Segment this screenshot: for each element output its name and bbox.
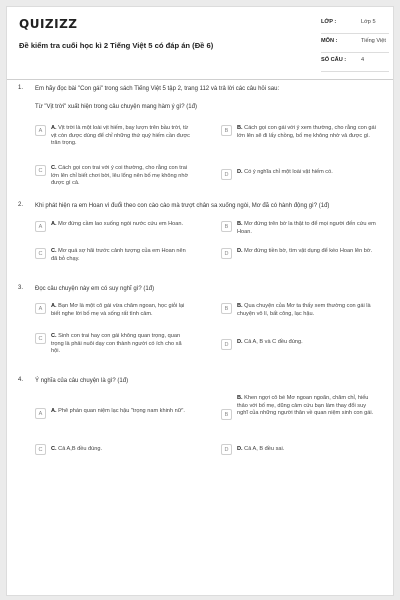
question-number: 3.	[18, 285, 24, 291]
worksheet-page	[6, 6, 394, 596]
option-key: D.	[237, 248, 243, 254]
meta-label: MÔN :	[321, 38, 338, 44]
option-letter-box: D	[221, 248, 232, 259]
option-key: A.	[51, 408, 57, 414]
quizizz-logo	[19, 17, 77, 31]
option-key: C.	[51, 333, 57, 339]
meta-divider	[321, 33, 389, 34]
option-letter-box: A	[35, 221, 46, 232]
option-text	[237, 221, 377, 236]
option-body: Mơ quá sợ hãi trước cảnh tượng của em Hoan nên đã bỏ chạy.	[51, 248, 186, 262]
option-letter-box: A	[35, 408, 46, 419]
option-letter-box: C	[35, 444, 46, 455]
option-text	[237, 395, 377, 418]
option-body: Vịt trời là một loài vịt hiếm, bay lượn trên bầu trời, từ vịt còn được dùng để chỉ những thứ quý hiếm cần được trân trọng.	[51, 125, 190, 147]
option-text	[51, 303, 191, 318]
option-letter-box: D	[221, 169, 232, 180]
option-body: Cách gọi con trai với ý coi thường, cho rằng con trai lớn lên chỉ biết chơi bời, lêu lổng nên bố mẹ không nhờ được gì cả.	[51, 165, 189, 187]
option-body: Qua chuyện của Mơ ta thấy xem thường con gái là chuyện vô lí, bất công, lạc hậu.	[237, 303, 371, 317]
option-letter-box: A	[35, 125, 46, 136]
worksheet-header	[7, 7, 393, 79]
option-body: Cả A,B đều đúng.	[58, 446, 103, 452]
meta-value: Lớp 5	[361, 19, 376, 25]
option-key: D.	[237, 446, 243, 452]
option-letter-box: D	[221, 444, 232, 455]
option-key: C.	[51, 165, 57, 171]
question-text: Ý nghĩa của câu chuyện là gì? (1đ)	[35, 378, 129, 384]
option-text	[51, 446, 191, 454]
meta-row-count	[321, 55, 391, 74]
question-number: 2.	[18, 202, 24, 208]
option-letter-box: D	[221, 339, 232, 350]
option-text	[51, 333, 191, 356]
option-letter-box: C	[35, 248, 46, 259]
option-key: A.	[51, 125, 57, 131]
option-body: Mơ đứng tiền bờ, tìm vật dụng để kéo Hoan lên bờ.	[244, 248, 373, 254]
option-text	[237, 125, 377, 140]
option-text	[51, 221, 191, 229]
option-body: Mơ đứng cầm lao xuống ngòi nước cứu em Hoan.	[58, 221, 184, 227]
option-key: A.	[51, 303, 57, 309]
option-text	[237, 248, 377, 256]
option-text	[237, 339, 377, 347]
question-text: Khi phát hiện ra em Hoan vì đuổi theo con cào cào mà trượt chân sa xuống ngòi, Mơ đã có hành động gì? (1đ)	[35, 203, 330, 209]
meta-divider	[321, 71, 389, 72]
option-key: D.	[237, 169, 243, 175]
question-number: 1.	[18, 85, 24, 91]
option-letter-box: B	[221, 221, 232, 232]
option-body: Khen ngợi cô bé Mơ ngoan ngoãn, chăm chỉ, hiếu thảo với bố mẹ, dũng cảm cứu bạn làm thay đổi suy nghĩ của những người thân về quan niệm sinh con gái.	[237, 395, 374, 417]
option-text	[51, 408, 191, 416]
option-text	[51, 165, 191, 188]
meta-divider	[321, 52, 389, 53]
meta-label: SỐ CÂU :	[321, 57, 347, 63]
header-divider	[7, 79, 393, 80]
option-body: Sinh con trai hay con gái không quan trọng, quan trọng là phải nuôi dạy con thành người có ích cho xã hội.	[51, 333, 182, 355]
meta-row-subject	[321, 36, 391, 55]
option-key: D.	[237, 339, 243, 345]
option-letter-box: B	[221, 303, 232, 314]
option-letter-box: B	[221, 409, 232, 420]
option-key: B.	[237, 303, 243, 309]
meta-info	[321, 17, 391, 74]
option-letter-box: A	[35, 303, 46, 314]
option-key: C.	[51, 248, 57, 254]
option-body: Bạn Mơ là một cô gái vừa chăm ngoan, học giỏi lại biết nghe lời bố mẹ và sống rất tình cảm.	[51, 303, 185, 317]
option-key: C.	[51, 446, 57, 452]
option-letter-box: C	[35, 165, 46, 176]
meta-value: Tiếng Việt	[361, 38, 386, 44]
option-text	[51, 125, 191, 148]
option-letter-box: B	[221, 125, 232, 136]
document-title: Đề kiểm tra cuối học kì 2 Tiếng Việt 5 có đáp án (Đề 6)	[19, 41, 214, 50]
meta-label: LỚP :	[321, 19, 337, 25]
option-body: Có ý nghĩa chỉ một loài vật hiếm có.	[244, 169, 333, 175]
option-body: Mơ đứng trên bờ la thật to để mọi người đến cứu em Hoan.	[237, 221, 376, 235]
option-body: Phê phán quan niệm lạc hậu "trọng nam khinh nữ".	[58, 408, 185, 414]
question-subtext: Từ "Vịt trời" xuất hiện trong câu chuyện mang hàm ý gì? (1đ)	[35, 104, 197, 110]
option-key: B.	[237, 125, 243, 131]
option-body: Cả A, B và C đều đúng.	[244, 339, 303, 345]
option-body: Cách gọi con gái với ý xem thường, cho rằng con gái lớn lên sẽ đi lấy chồng, bố mẹ không nhờ vả được gì.	[237, 125, 376, 139]
logo-text: QUIZIZZ	[19, 17, 78, 31]
option-key: B.	[237, 395, 243, 401]
question-number: 4.	[18, 377, 24, 383]
question-text: Em hãy đọc bài "Con gái" trong sách Tiếng Việt 5 tập 2, trang 112 và trả lời các câu hỏi sau:	[35, 86, 280, 92]
option-text	[237, 303, 377, 318]
meta-row-class	[321, 17, 391, 36]
option-text	[237, 169, 377, 177]
option-text	[237, 446, 377, 454]
option-body: Cả A, B đều sai.	[244, 446, 285, 452]
option-key: B.	[237, 221, 243, 227]
question-text: Đọc câu chuyện này em có suy nghĩ gì? (1đ)	[35, 286, 155, 292]
meta-value: 4	[361, 57, 365, 63]
option-text	[51, 248, 191, 263]
option-letter-box: C	[35, 333, 46, 344]
option-key: A.	[51, 221, 57, 227]
